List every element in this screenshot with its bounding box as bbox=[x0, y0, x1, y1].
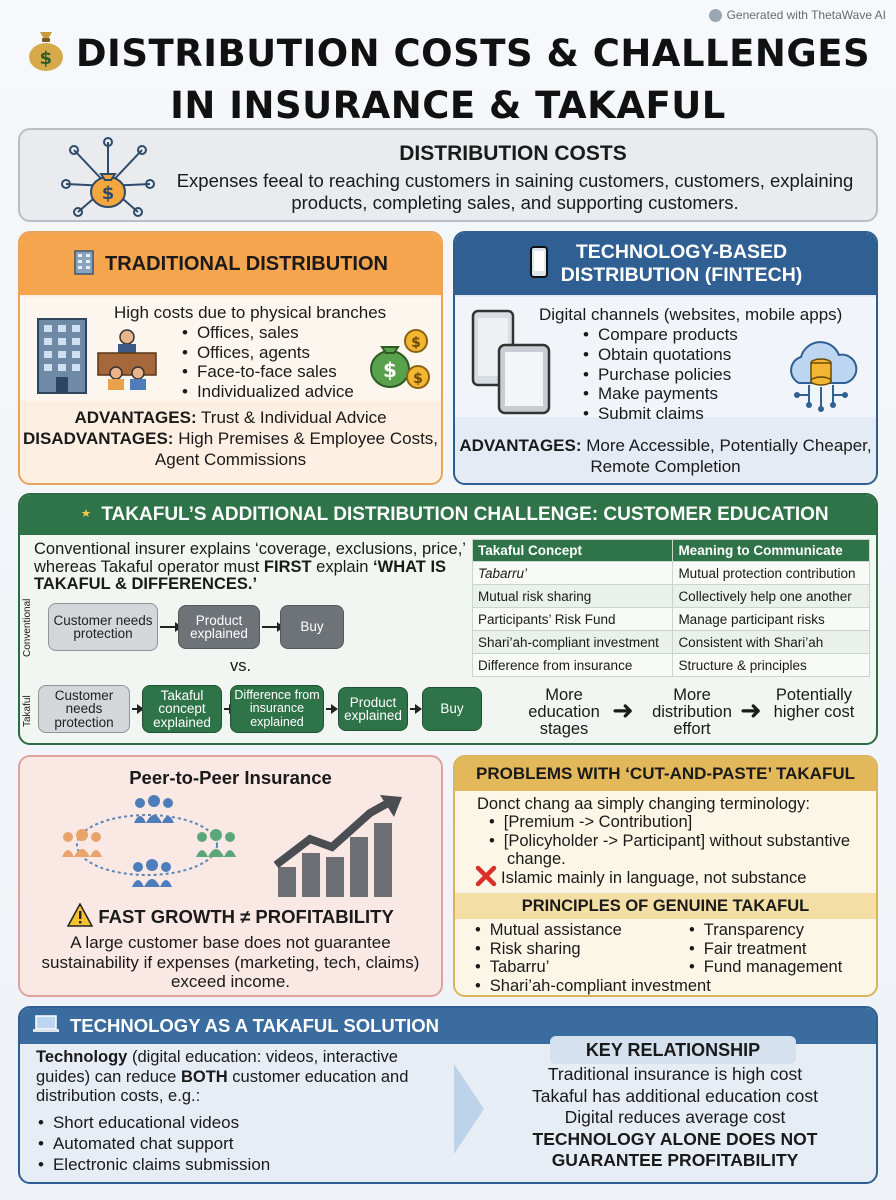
growth-chart-icon bbox=[270, 795, 410, 904]
flow-step: Product explained bbox=[178, 605, 260, 649]
takaful-concept-table bbox=[472, 539, 870, 677]
fintech-list bbox=[583, 325, 738, 424]
thetawave-logo-icon bbox=[709, 9, 722, 22]
traditional-heading: TRADITIONAL DISTRIBUTION bbox=[105, 252, 388, 275]
takaful-challenge-panel bbox=[18, 493, 878, 745]
technology-solution-heading: TECHNOLOGY AS A TAKAFUL SOLUTION bbox=[70, 1015, 439, 1036]
list-item: • [Policyholder -> Participant] without substantive change. bbox=[489, 832, 876, 869]
takaful-flow-label: Takaful bbox=[22, 695, 33, 727]
principles-list-left bbox=[475, 921, 711, 995]
conventional-flow-label: Conventional bbox=[22, 598, 33, 657]
fintech-header bbox=[455, 233, 876, 295]
list-item: • Individualized advice bbox=[182, 382, 354, 402]
network-money-bag-icon bbox=[58, 136, 158, 222]
list-item: • Compare products bbox=[583, 325, 738, 345]
list-item: • Face-to-face sales bbox=[182, 362, 354, 382]
principles-list-right bbox=[689, 921, 842, 977]
fintech-distribution-panel bbox=[453, 231, 878, 485]
title-line-2: IN INSURANCE & TAKAFUL bbox=[170, 84, 726, 127]
arrow-right-icon: ➜ bbox=[612, 695, 634, 725]
cut-and-paste-heading: PROBLEMS WITH ‘CUT-AND-PASTE’ TAKAFUL bbox=[475, 764, 855, 783]
stage-more-education: More education stages bbox=[528, 686, 600, 738]
fintech-heading-line1: TECHNOLOGY-BASED bbox=[575, 241, 788, 263]
cut-and-paste-header bbox=[455, 757, 876, 791]
fintech-advantages: ADVANTAGES: More Accessible, Potentially Cheaper, Remote Completion bbox=[459, 436, 872, 476]
arrow-right-icon bbox=[410, 708, 420, 710]
phone-tablet-icon bbox=[469, 307, 553, 420]
arrow-right-icon bbox=[326, 708, 336, 710]
arrow-right-icon bbox=[160, 626, 180, 628]
p2p-heading: Peer-to-Peer Insurance bbox=[129, 767, 332, 788]
vs-label: vs. bbox=[230, 657, 252, 675]
money-bag-coins-icon bbox=[366, 327, 432, 398]
list-item: • Electronic claims submission bbox=[38, 1154, 270, 1175]
distribution-costs-heading: DISTRIBUTION COSTS bbox=[399, 142, 627, 165]
arrow-right-icon bbox=[132, 708, 142, 710]
cloud-database-icon bbox=[779, 333, 863, 422]
stage-higher-cost: Potentially higher cost bbox=[773, 686, 855, 721]
table-header-row: Takaful Concept Meaning to Communicate bbox=[473, 540, 870, 562]
traditional-advantages: ADVANTAGES: Trust & Individual Advice DISADVANTAGES: High Premises & Employee Costs, Agent Commissions bbox=[22, 408, 439, 469]
peer-to-peer-panel bbox=[18, 755, 443, 997]
p2p-warning: FAST GROWTH ≠ PROFITABILITY bbox=[20, 903, 441, 928]
flow-step: Product explained bbox=[338, 687, 408, 731]
takaful-challenge-heading: TAKAFUL’S ADDITIONAL DISTRIBUTION CHALLENGE: CUSTOMER EDUCATION bbox=[101, 504, 829, 525]
title-line-1: DISTRIBUTION COSTS & CHALLENGES bbox=[75, 32, 871, 75]
office-building-icon bbox=[34, 315, 90, 400]
arrow-right-icon: ➜ bbox=[740, 695, 762, 725]
list-item: • Make payments bbox=[583, 384, 738, 404]
people-network-icon bbox=[52, 793, 242, 902]
key-relationship-text: Traditional insurance is high cost Takaful has additional education cost Digital reduces average cost TECHNOLOGY ALONE DOES NOT GUARANTEE PROFITABILITY bbox=[531, 1064, 819, 1170]
money-bag-icon bbox=[26, 28, 66, 83]
table-row: Tabarru’ Mutual protection contribution bbox=[473, 562, 870, 585]
key-relationship-heading: KEY RELATIONSHIP bbox=[550, 1036, 796, 1064]
flow-step: Customer needs protection bbox=[38, 685, 130, 733]
fintech-intro: Digital channels (websites, mobile apps) bbox=[539, 305, 843, 324]
svg-text:$: $ bbox=[39, 48, 53, 69]
list-item: • Transparency bbox=[689, 921, 842, 940]
laptop-icon bbox=[32, 1014, 60, 1039]
credit-label: Generated with ThetaWave AI bbox=[709, 8, 886, 22]
arrow-right-icon bbox=[262, 626, 282, 628]
distribution-costs-panel bbox=[18, 128, 878, 222]
traditional-header bbox=[20, 233, 441, 295]
cut-and-paste-intro: Donct chang aa simply changing terminology: bbox=[477, 795, 810, 813]
list-item: • Risk sharing bbox=[475, 940, 711, 959]
technology-solution-panel bbox=[18, 1006, 878, 1184]
islamic-language-note: Islamic mainly in language, not substance bbox=[475, 865, 806, 892]
svg-text:$: $ bbox=[413, 371, 423, 387]
stage-more-effort: More distribution effort bbox=[652, 686, 732, 738]
flow-step: Customer needs protection bbox=[48, 603, 158, 651]
traditional-distribution-panel bbox=[18, 231, 443, 485]
traditional-intro: High costs due to physical branches bbox=[114, 303, 387, 322]
fintech-heading-line2: DISTRIBUTION (FINTECH) bbox=[560, 264, 803, 286]
list-item: • Shari’ah-compliant investment bbox=[475, 977, 711, 996]
flow-step: Buy bbox=[422, 687, 482, 731]
takaful-challenge-header bbox=[20, 495, 876, 535]
page-title bbox=[0, 28, 896, 129]
traditional-body bbox=[20, 297, 441, 401]
chevron-right-icon bbox=[454, 1064, 484, 1159]
cut-and-paste-list bbox=[489, 813, 876, 869]
list-item: • Automated chat support bbox=[38, 1133, 270, 1154]
table-row: Shari’ah-compliant investment Consistent with Shari’ah bbox=[473, 631, 870, 654]
flow-step: Buy bbox=[280, 605, 344, 649]
flow-step: Difference from insurance explained bbox=[230, 685, 324, 733]
list-item: • Purchase policies bbox=[583, 365, 738, 385]
list-item: • Submit claims bbox=[583, 404, 738, 424]
table-row: Difference from insurance Structure & principles bbox=[473, 654, 870, 677]
list-item: • Offices, agents bbox=[182, 343, 354, 363]
svg-text:$: $ bbox=[101, 183, 115, 204]
technology-examples-list bbox=[38, 1112, 270, 1175]
principles-heading: PRINCIPLES OF GENUINE TAKAFUL bbox=[455, 893, 876, 919]
list-item: • [Premium -> Contribution] bbox=[489, 813, 876, 832]
building-icon bbox=[73, 249, 95, 280]
list-item: • Short educational videos bbox=[38, 1112, 270, 1133]
list-item: • Fair treatment bbox=[689, 940, 842, 959]
cut-and-paste-panel bbox=[453, 755, 878, 997]
traditional-list bbox=[182, 323, 354, 401]
table-row: Mutual risk sharing Collectively help one another bbox=[473, 585, 870, 608]
smartphone-icon bbox=[529, 245, 549, 284]
warning-icon bbox=[67, 906, 98, 927]
p2p-text: A large customer base does not guarantee sustainability if expenses (marketing, tech, claims) exceed income. bbox=[41, 933, 420, 991]
list-item: • Mutual assistance bbox=[475, 921, 711, 940]
takaful-challenge-intro: Conventional insurer explains ‘coverage, exclusions, price,’ whereas Takaful operator must FIRST explain ‘WHAT IS TAKAFUL & DIFFERENCES.’ bbox=[34, 540, 466, 593]
technology-solution-text: Technology (digital education: videos, interactive guides) can reduce BOTH customer education and distribution costs, e.g.: bbox=[36, 1048, 409, 1105]
agent-desk-icon bbox=[96, 327, 158, 396]
list-item: • Obtain quotations bbox=[583, 345, 738, 365]
table-row: Participants’ Risk Fund Manage participant risks bbox=[473, 608, 870, 631]
list-item: • Fund management bbox=[689, 958, 842, 977]
distribution-costs-text: Expenses feeal to reaching customers in saining customerѕ, customers, explaining products, completing sales, and supporting customers. bbox=[176, 170, 854, 213]
fintech-body bbox=[455, 297, 876, 424]
red-x-icon bbox=[475, 865, 497, 892]
flow-step: Takaful concept explained bbox=[142, 685, 222, 733]
list-item: • Tabarru’ bbox=[475, 958, 711, 977]
list-item: • Offices, sales bbox=[182, 323, 354, 343]
svg-text:$: $ bbox=[383, 358, 397, 382]
crescent-star-icon bbox=[67, 501, 93, 530]
svg-text:$: $ bbox=[411, 335, 421, 351]
